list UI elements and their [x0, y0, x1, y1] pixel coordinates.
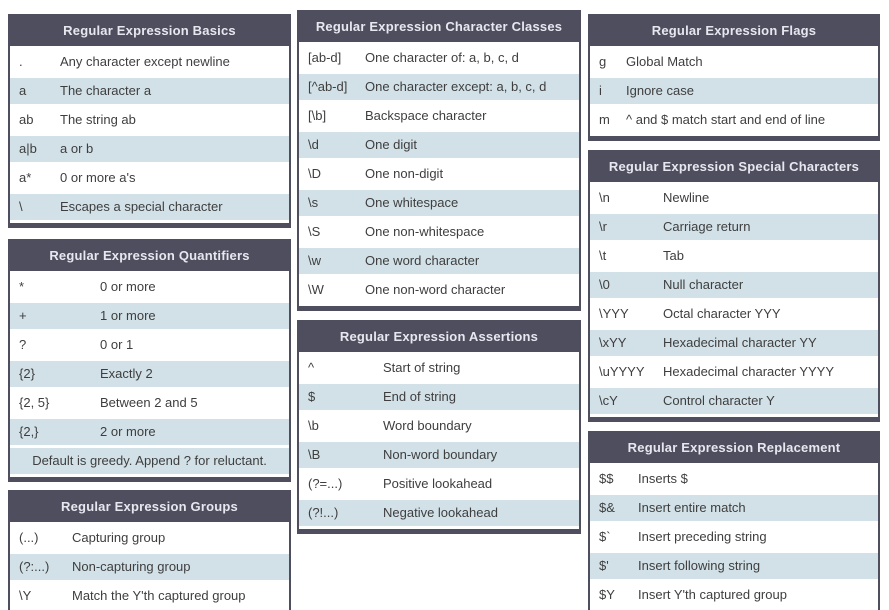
row-symbol: \0 — [599, 277, 610, 292]
table-title: Regular Expression Quantifiers — [10, 241, 289, 271]
table-groups — [8, 490, 291, 610]
row-symbol: $` — [599, 529, 611, 544]
table-row — [10, 107, 289, 133]
row-symbol: \uYYYY — [599, 364, 645, 379]
row-description: Insert preceding string — [638, 529, 767, 544]
row-symbol: i — [599, 83, 602, 98]
row-symbol: \s — [308, 195, 319, 210]
row-description: Newline — [663, 190, 710, 205]
table-row — [299, 442, 579, 468]
table-row — [10, 419, 289, 445]
row-description: End of string — [383, 389, 456, 404]
table-title: Regular Expression Assertions — [299, 322, 579, 352]
row-symbol: * — [19, 279, 25, 294]
row-symbol: $Y — [599, 587, 615, 602]
table-row — [10, 49, 289, 75]
row-description: One non-digit — [365, 166, 444, 181]
table-title: Regular Expression Replacement — [590, 433, 878, 463]
table-character-classes — [297, 10, 581, 311]
table-row — [590, 243, 878, 269]
row-symbol: {2, 5} — [19, 395, 50, 410]
table-row — [590, 524, 878, 550]
row-description: Hexadecimal character YY — [663, 335, 817, 350]
table-row — [590, 553, 878, 579]
row-symbol: \Y — [19, 588, 32, 603]
table-row — [590, 272, 878, 298]
row-description: The string ab — [60, 112, 136, 127]
table-row — [590, 466, 878, 492]
row-description: Tab — [663, 248, 684, 263]
table-row — [590, 214, 878, 240]
row-description: One non-whitespace — [365, 224, 485, 239]
row-description: Escapes a special character — [60, 199, 223, 214]
row-symbol: g — [599, 54, 607, 69]
row-symbol: {2} — [19, 366, 35, 381]
row-description: Inserts $ — [638, 471, 688, 486]
table-row — [10, 390, 289, 416]
row-description: The character a — [60, 83, 152, 98]
row-symbol: $$ — [599, 471, 614, 486]
table-replacement — [588, 431, 880, 610]
row-symbol: [ab-d] — [308, 50, 342, 65]
table-row — [590, 495, 878, 521]
row-description: Match the Y'th captured group — [72, 588, 246, 603]
table-row — [590, 582, 878, 608]
row-symbol: ? — [19, 337, 27, 352]
row-description: Octal character YYY — [663, 306, 781, 321]
table-row — [299, 219, 579, 245]
row-symbol: [\b] — [308, 108, 327, 123]
row-symbol: {2,} — [19, 424, 39, 439]
row-description: Non-capturing group — [72, 559, 191, 574]
row-symbol: \YYY — [599, 306, 629, 321]
table-row — [10, 136, 289, 162]
row-description: Between 2 and 5 — [100, 395, 198, 410]
row-description: Capturing group — [72, 530, 166, 545]
table-row — [590, 78, 878, 104]
row-description: Backspace character — [365, 108, 487, 123]
table-row — [590, 301, 878, 327]
row-description: Carriage return — [663, 219, 751, 234]
table-row — [10, 194, 289, 220]
row-symbol: m — [599, 112, 610, 127]
row-description: Insert following string — [638, 558, 761, 573]
row-symbol: [^ab-d] — [308, 79, 348, 94]
row-description: Negative lookahead — [383, 505, 498, 520]
table-quantifiers — [8, 239, 291, 482]
row-symbol: \xYY — [599, 335, 627, 350]
row-description: One whitespace — [365, 195, 459, 210]
row-description: Positive lookahead — [383, 476, 493, 491]
row-symbol: \n — [599, 190, 610, 205]
table-row — [590, 359, 878, 385]
table-title: Regular Expression Character Classes — [299, 12, 579, 42]
row-symbol: a — [19, 83, 27, 98]
table-row — [299, 355, 579, 381]
column-middle — [297, 10, 581, 534]
table-row — [299, 413, 579, 439]
table-row — [10, 583, 289, 609]
row-symbol: \S — [308, 224, 321, 239]
row-symbol: \b — [308, 418, 319, 433]
table-row — [299, 277, 579, 303]
row-symbol: \B — [308, 447, 321, 462]
row-symbol: (?!...) — [308, 505, 339, 520]
row-description: 1 or more — [100, 308, 156, 323]
row-symbol: . — [19, 54, 23, 69]
row-symbol: $ — [308, 389, 316, 404]
row-description: a or b — [60, 141, 94, 156]
table-title: Regular Expression Special Characters — [590, 152, 878, 182]
table-row — [10, 332, 289, 358]
table-footer-note: Default is greedy. Append ? for reluctant. — [10, 448, 289, 474]
table-row — [299, 161, 579, 187]
row-symbol: (?:...) — [19, 559, 50, 574]
row-symbol: \w — [308, 253, 321, 268]
table-row — [299, 500, 579, 526]
column-left — [8, 14, 291, 610]
row-description: Insert entire match — [638, 500, 746, 515]
table-title: Regular Expression Basics — [10, 16, 289, 46]
row-description: ^ and $ match start and end of line — [626, 112, 826, 127]
table-row — [299, 190, 579, 216]
table-row — [10, 274, 289, 300]
table-row — [10, 303, 289, 329]
table-row — [299, 74, 579, 100]
row-description: One digit — [365, 137, 418, 152]
row-symbol: \W — [308, 282, 324, 297]
table-row — [299, 248, 579, 274]
row-description: 2 or more — [100, 424, 156, 439]
row-symbol: (?=...) — [308, 476, 343, 491]
row-description: Control character Y — [663, 393, 775, 408]
row-symbol: ab — [19, 112, 34, 127]
row-description: Ignore case — [626, 83, 694, 98]
row-description: Null character — [663, 277, 744, 292]
table-row — [299, 45, 579, 71]
table-flags — [588, 14, 880, 141]
row-description: One word character — [365, 253, 480, 268]
row-description: Any character except newline — [60, 54, 230, 69]
row-symbol: \cY — [599, 393, 618, 408]
row-description: One non-word character — [365, 282, 506, 297]
row-symbol: \d — [308, 137, 319, 152]
row-description: Start of string — [383, 360, 461, 375]
table-special-characters — [588, 150, 880, 422]
row-symbol: \D — [308, 166, 321, 181]
table-row — [299, 471, 579, 497]
table-row — [299, 132, 579, 158]
row-description: 0 or 1 — [100, 337, 134, 352]
row-symbol: \ — [19, 199, 23, 214]
table-row — [590, 388, 878, 414]
table-basics — [8, 14, 291, 228]
row-description: Word boundary — [383, 418, 472, 433]
table-row — [590, 107, 878, 133]
column-right — [588, 14, 880, 610]
row-symbol: a|b — [19, 141, 37, 156]
table-row — [590, 49, 878, 75]
table-title: Regular Expression Groups — [10, 492, 289, 522]
table-row — [299, 384, 579, 410]
row-symbol: (...) — [19, 530, 39, 545]
table-row — [299, 103, 579, 129]
table-row — [590, 330, 878, 356]
table-row — [10, 525, 289, 551]
row-description: Non-word boundary — [383, 447, 498, 462]
row-symbol: \r — [599, 219, 607, 234]
row-description: 0 or more — [100, 279, 156, 294]
row-description: 0 or more a's — [60, 170, 136, 185]
row-description: One character of: a, b, c, d — [365, 50, 519, 65]
row-symbol: a* — [19, 170, 32, 185]
row-description: Insert Y'th captured group — [638, 587, 787, 602]
row-description: Exactly 2 — [100, 366, 153, 381]
table-row — [10, 165, 289, 191]
row-symbol: + — [19, 308, 27, 323]
table-title: Regular Expression Flags — [590, 16, 878, 46]
table-assertions — [297, 320, 581, 534]
row-symbol: ^ — [308, 360, 315, 375]
table-row — [10, 78, 289, 104]
row-description: Global Match — [626, 54, 703, 69]
row-description: Hexadecimal character YYYY — [663, 364, 835, 379]
row-symbol: \t — [599, 248, 607, 263]
row-description: One character except: a, b, c, d — [365, 79, 547, 94]
table-row — [590, 185, 878, 211]
row-symbol: $& — [599, 500, 615, 515]
table-row — [10, 554, 289, 580]
table-row — [10, 361, 289, 387]
row-symbol: $' — [599, 558, 609, 573]
